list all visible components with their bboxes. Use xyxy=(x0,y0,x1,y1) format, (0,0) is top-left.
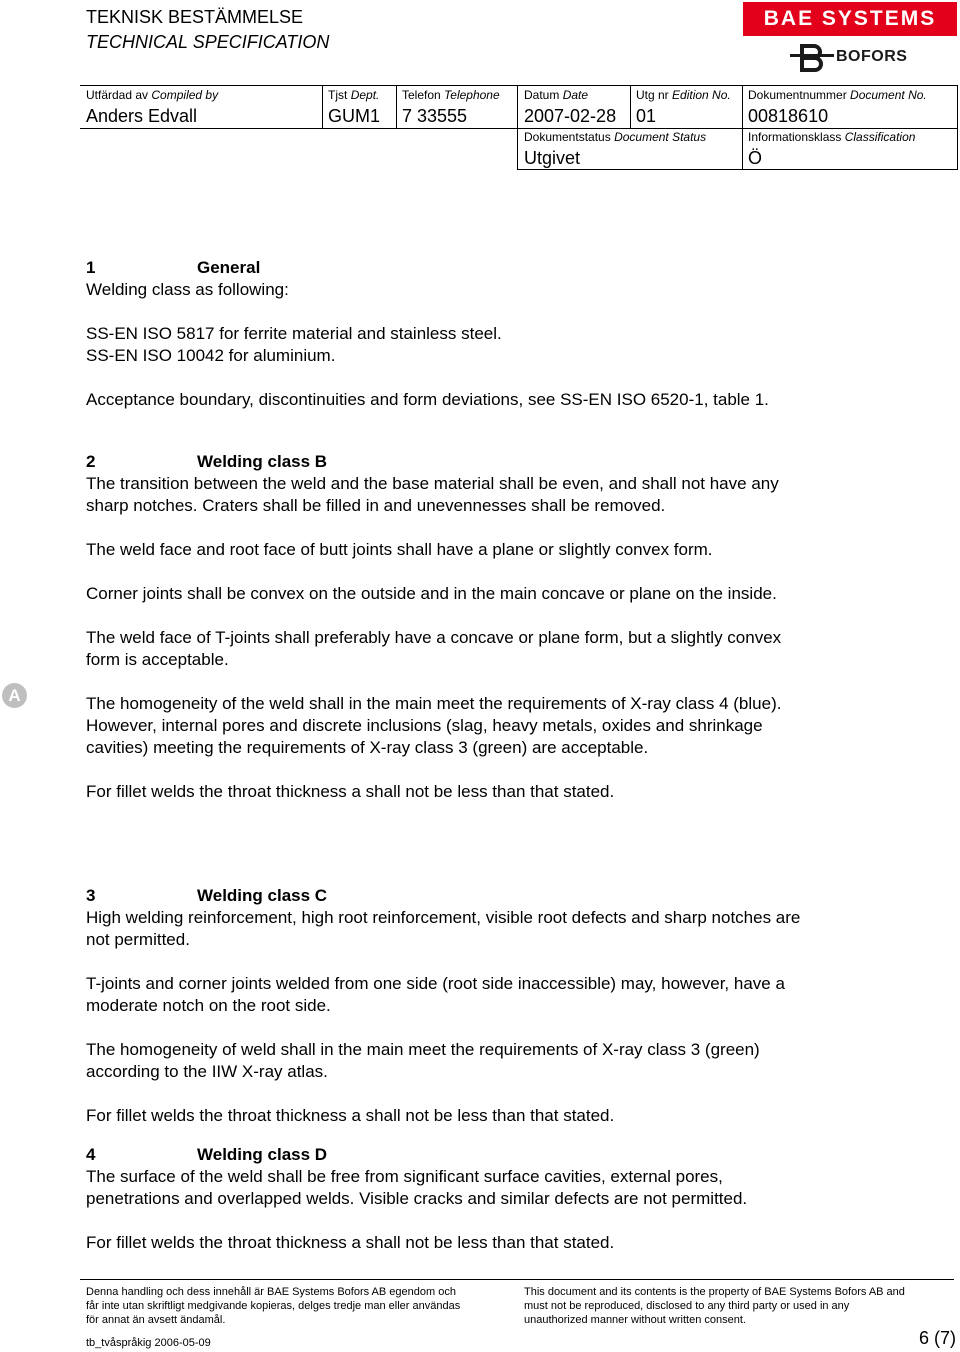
section-heading: 1 General xyxy=(86,258,261,277)
document-status-label: Dokumentstatus Document Status xyxy=(524,130,707,144)
dept-value: GUM1 xyxy=(328,106,381,126)
edition-label: Utg nr Edition No. xyxy=(636,88,731,102)
classification-label: Informationsklass Classification xyxy=(748,130,916,144)
paragraph: Welding class as following: xyxy=(86,280,289,299)
telephone-label: Telefon Telephone xyxy=(402,88,500,102)
paragraph: The weld face and root face of butt joints shall have a plane or slightly convex form. xyxy=(86,540,713,559)
date-label: Datum Date xyxy=(524,88,589,102)
paragraph: Corner joints shall be convex on the outside and in the main concave or plane on the inside. xyxy=(86,584,777,603)
paragraph: The homogeneity of the weld shall in the main meet the requirements of X-ray class 4 (blue). However, internal pores and discrete inclusions (slag, heavy metals, oxides and shrinkage cavities) meeting the requirements of X-ray class 3 (green) are acceptable. xyxy=(86,694,782,757)
paragraph: Acceptance boundary, discontinuities and form deviations, see SS-EN ISO 6520-1, table 1. xyxy=(86,390,769,409)
section-4 xyxy=(86,1144,806,1254)
paragraph: The surface of the weld shall be free from significant surface cavities, external pores, penetrations and overlapped welds. Visible cracks and similar defects are not permitted. xyxy=(86,1167,748,1208)
dept-label: Tjst Dept. xyxy=(328,88,380,102)
bofors-wordmark: BOFORS xyxy=(836,48,908,65)
bae-systems-logo: BAE SYSTEMS xyxy=(743,2,957,36)
paragraph: The homogeneity of weld shall in the main meet the requirements of X-ray class 3 (green) according to the IIW X-ray atlas. xyxy=(86,1040,760,1081)
document-no-label: Dokumentnummer Document No. xyxy=(748,88,927,102)
footer-divider xyxy=(80,1279,954,1280)
section-heading: 2 Welding class B xyxy=(86,452,328,471)
paragraph: For fillet welds the throat thickness a shall not be less than that stated. xyxy=(86,782,615,801)
doc-title-en: TECHNICAL SPECIFICATION xyxy=(86,32,330,52)
paragraph: The weld face of T-joints shall preferably have a concave or plane form, but a slightly convex form is acceptable. xyxy=(86,628,782,669)
paragraph: For fillet welds the throat thickness a shall not be less than that stated. xyxy=(86,1106,615,1125)
paragraph: The transition between the weld and the base material shall be even, and shall not have any sharp notches. Craters shall be filled in and unevennesses shall be removed. xyxy=(86,474,779,515)
classification-value: Ö xyxy=(748,148,763,168)
document-status-value: Utgivet xyxy=(524,148,581,168)
paragraph: For fillet welds the throat thickness a shall not be less than that stated. xyxy=(86,1233,615,1252)
compiled-by-value: Anders Edvall xyxy=(86,106,198,126)
document-no-value: 00818610 xyxy=(748,106,829,126)
footer-notice-en: This document and its contents is the property of BAE Systems Bofors AB and must not be reproduced, disclosed to any third party or used in any unauthorized manner without written consent. xyxy=(524,1286,905,1326)
bofors-emblem-icon xyxy=(790,44,834,72)
paragraph: SS-EN ISO 10042 for aluminium. xyxy=(86,346,336,365)
template-id: tb_tvåspråkig 2006-05-09 xyxy=(86,1337,211,1349)
section-2 xyxy=(86,451,806,803)
section-1 xyxy=(86,257,806,411)
telephone-value: 7 33555 xyxy=(402,106,468,126)
page-number: 6 (7) xyxy=(918,1328,956,1348)
compiled-by-label: Utfärdad av Compiled by xyxy=(86,88,219,102)
footer-notice-sv: Denna handling och dess innehåll är BAE Systems Bofors AB egendom och får inte utan skriftligt medgivande kopieras, delges tredje man eller användas för annat än avsett ändamål. xyxy=(86,1286,461,1326)
doc-title-sv: TEKNISK BESTÄMMELSE xyxy=(86,7,304,27)
paragraph: SS-EN ISO 5817 for ferrite material and stainless steel. xyxy=(86,324,502,343)
date-value: 2007-02-28 xyxy=(524,106,617,126)
section-heading: 3 Welding class C xyxy=(86,886,328,905)
paragraph: T-joints and corner joints welded from one side (root side inaccessible) may, however, have a moderate notch on the root side. xyxy=(86,974,785,1015)
edition-value: 01 xyxy=(636,106,657,126)
section-heading: 4 Welding class D xyxy=(86,1145,328,1164)
paragraph: High welding reinforcement, high root reinforcement, visible root defects and sharp notches are not permitted. xyxy=(86,908,801,949)
section-3 xyxy=(86,885,806,1127)
revision-mark-icon: A xyxy=(2,683,27,708)
